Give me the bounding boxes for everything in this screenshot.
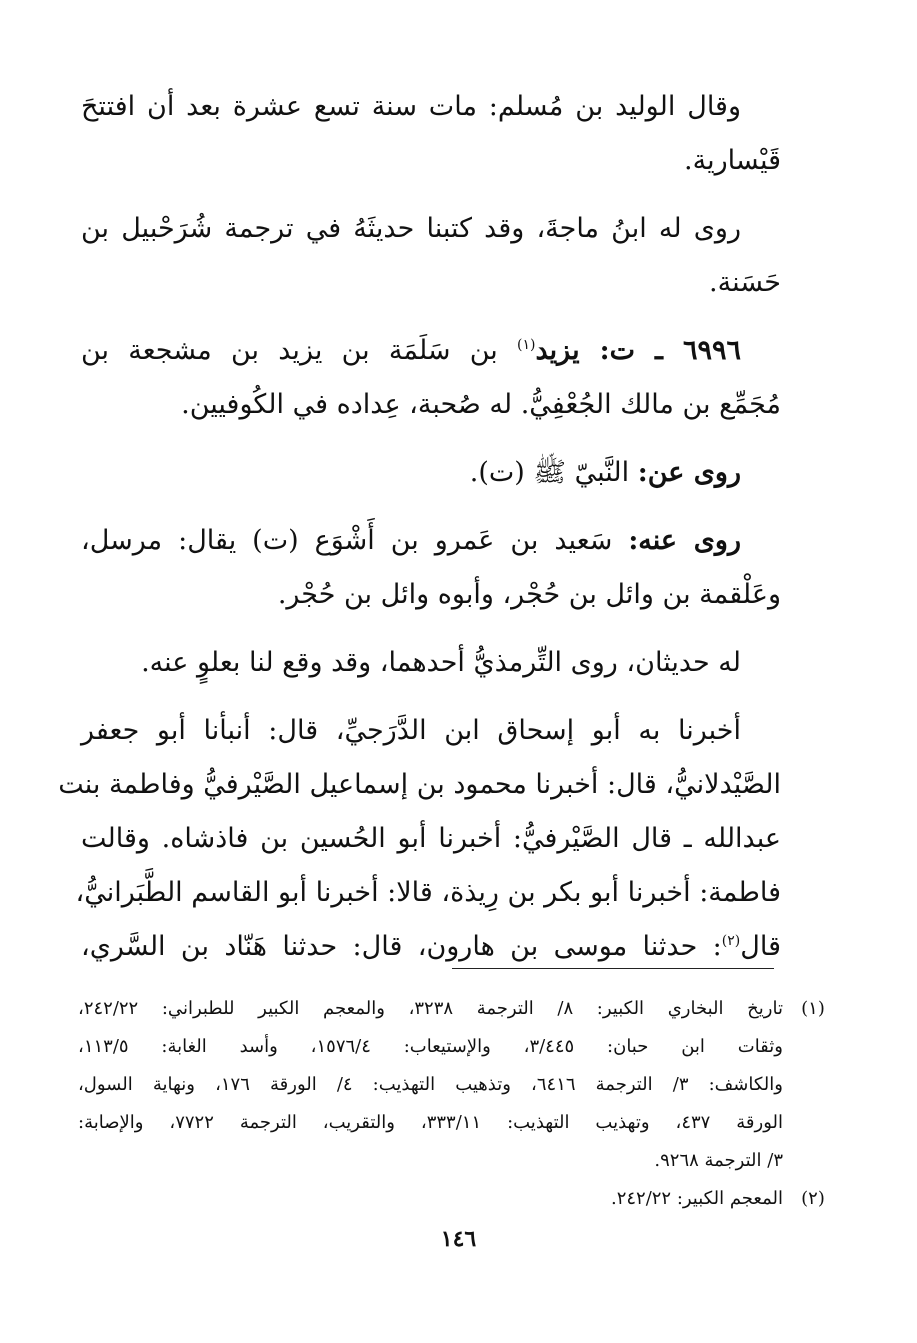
- paragraph-rawa-an: [81, 446, 781, 500]
- text-line: [81, 324, 781, 378]
- footnote-number: (٢): [801, 1188, 825, 1209]
- paragraph-rawa-anhu: [81, 514, 781, 622]
- page-number: ١٤٦: [440, 1226, 477, 1252]
- text-line: عبدالله ـ قال الصَّيْرفيُّ: أخبرنا أبو الحُسين بن فاذشاه. وقالت: [81, 823, 781, 854]
- text-line: أخبرنا به أبو إسحاق ابن الدَّرَجيِّ، قال: أنبأنا أبو جعفر: [81, 715, 741, 746]
- footnote-ref: (١): [517, 337, 536, 353]
- text-line: فاطمة: أخبرنا أبو بكر بن رِيذة، قالا: أخبرنا أبو القاسم الطَّبَرانيُّ،: [75, 877, 781, 908]
- paragraph-entry: [81, 324, 781, 432]
- isnad-qal: قال: [740, 931, 781, 962]
- paragraph-isnad: [58, 704, 781, 974]
- footnote-line: الورقة ٤٣٧، وتهذيب التهذيب: ٣٣٣/١١، والتقريب، الترجمة ٧٧٢٢، والإصابة:: [78, 1112, 784, 1133]
- main-text: [58, 80, 781, 988]
- footnote-line: تاريخ البخاري الكبير: ٨/ الترجمة ٣٢٣٨، والمعجم الكبير للطبراني: ٢٤٢/٢٢،: [78, 998, 783, 1019]
- text-line: [81, 514, 781, 568]
- text-line: وعَلْقمة بن وائل بن حُجْر، وأبوه وائل بن حُجْر.: [277, 579, 781, 610]
- text-line: وقال الوليد بن مُسلم: مات سنة تسع عشرة بعد أن افتتحَ: [81, 91, 741, 122]
- paragraph-riwaya: [81, 202, 781, 310]
- text-line: [81, 920, 781, 974]
- text-line: حَسَنة.: [709, 267, 781, 298]
- paragraph-walid: [81, 80, 781, 188]
- paragraph-hadithan: [81, 636, 781, 690]
- entry-text: بن سَلَمَة بن يزيد بن مشجعة بن: [81, 335, 498, 366]
- footnote-line: المعجم الكبير: ٢٤٢/٢٢.: [610, 1188, 783, 1209]
- footnotes: [78, 990, 825, 1218]
- footnote-number: (١): [801, 998, 825, 1019]
- isnad-rest: : حدثنا موسى بن هارون، قال: حدثنا هَنّاد بن السَّري،: [81, 931, 722, 962]
- entry-heading: ٦٩٩٦ ـ ت: يزيد: [535, 335, 741, 366]
- text-line: له حديثان، روى التِّرمذيُّ أحدهما، وقد وقع لنا بعلوٍ عنه.: [141, 647, 741, 678]
- text-rawa-anhu: سَعيد بن عَمرو بن أَشْوَع (ت) يقال: مرسل،: [81, 525, 613, 556]
- footnote-1: [78, 990, 825, 1180]
- footnote-ref: (٢): [721, 933, 741, 949]
- text-line: روى له ابنُ ماجةَ، وقد كتبنا حديثَهُ في ترجمة شُرَحْبيل بن: [81, 213, 741, 244]
- text-line: [81, 446, 781, 500]
- text-line: الصَّيْدلانيُّ، قال: أخبرنا محمود بن إسماعيل الصَّيْرفيُّ وفاطمة بنت: [58, 769, 781, 800]
- text-line: قَيْسارية.: [684, 145, 781, 176]
- footnote-line: ٣/ الترجمة ٩٢٦٨.: [654, 1150, 783, 1171]
- footnote-divider: [452, 968, 774, 969]
- text-rawa-an: النَّبيّ ﷺ (ت).: [469, 457, 630, 488]
- label-rawa-anhu: روى عنه:: [628, 525, 741, 556]
- text-line: مُجَمِّع بن مالك الجُعْفِيُّ. له صُحبة، عِداده في الكُوفيين.: [181, 389, 781, 420]
- label-rawa-an: روى عن:: [637, 457, 741, 488]
- footnote-2: [78, 1180, 825, 1218]
- footnote-line: وثقات ابن حبان: ٣/٤٤٥، والإستيعاب: ١٥٧٦/٤، وأسد الغابة: ١١٣/٥،: [78, 1036, 783, 1057]
- footnote-line: والكاشف: ٣/ الترجمة ٦٤١٦، وتذهيب التهذيب: ٤/ الورقة ١٧٦، ونهاية السول،: [78, 1074, 783, 1095]
